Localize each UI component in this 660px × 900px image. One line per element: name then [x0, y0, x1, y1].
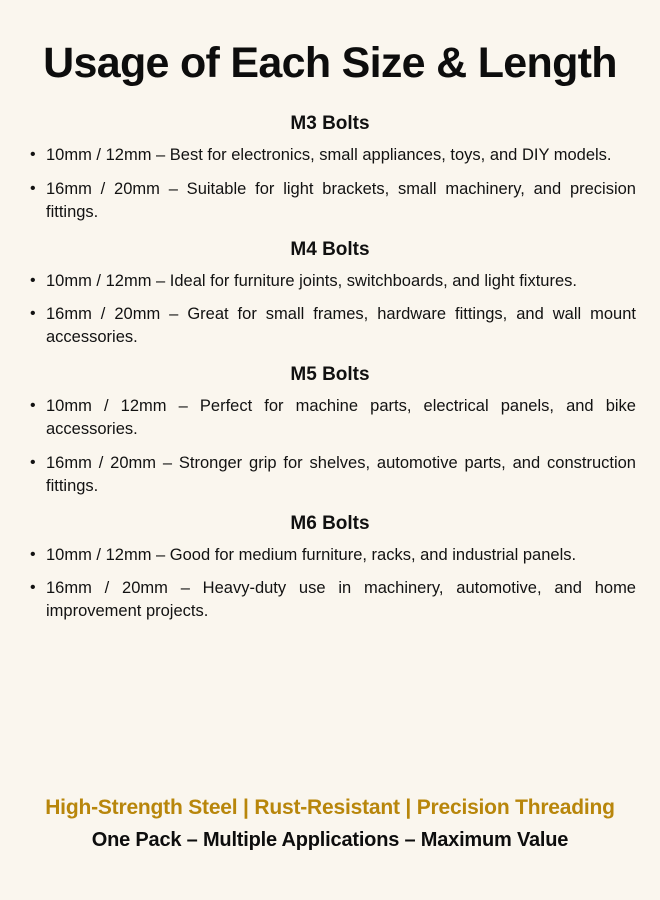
list-item: • 16mm / 20mm – Stronger grip for shelves, automotive parts, and construction fittings. — [24, 452, 636, 499]
section-bullet-list — [24, 144, 636, 224]
section-heading: M3 Bolts — [290, 113, 370, 135]
sections-container — [24, 113, 636, 796]
list-item: • 10mm / 12mm – Best for electronics, small appliances, toys, and DIY models. — [24, 144, 636, 167]
list-item: • 10mm / 12mm – Ideal for furniture joints, switchboards, and light fixtures. — [24, 270, 636, 293]
list-item: • 10mm / 12mm – Good for medium furniture, racks, and industrial panels. — [24, 544, 636, 567]
section-bullet-list — [24, 544, 636, 624]
list-item: • 10mm / 12mm – Perfect for machine parts, electrical panels, and bike accessories. — [24, 395, 636, 442]
list-item: • 16mm / 20mm – Heavy-duty use in machinery, automotive, and home improvement projects. — [24, 577, 636, 624]
bolt-section-m3 — [24, 113, 636, 224]
section-bullet-list — [24, 270, 636, 350]
list-item: • 16mm / 20mm – Suitable for light brackets, small machinery, and precision fittings. — [24, 178, 636, 225]
footer-tagline-features: High-Strength Steel | Rust-Resistant | Precision Threading — [45, 796, 615, 819]
footer — [24, 796, 636, 882]
footer-tagline-value: One Pack – Multiple Applications – Maximum Value — [91, 829, 569, 851]
section-heading: M5 Bolts — [290, 363, 370, 385]
section-heading: M6 Bolts — [290, 512, 370, 534]
bolt-section-m4 — [24, 239, 636, 350]
list-item: • 16mm / 20mm – Great for small frames, hardware fittings, and wall mount accessories. — [24, 303, 636, 350]
bolt-section-m6 — [24, 513, 636, 624]
bolt-section-m5 — [24, 364, 636, 499]
page-title: Usage of Each Size & Length — [43, 39, 617, 87]
section-heading: M4 Bolts — [290, 238, 370, 260]
section-bullet-list — [24, 395, 636, 499]
